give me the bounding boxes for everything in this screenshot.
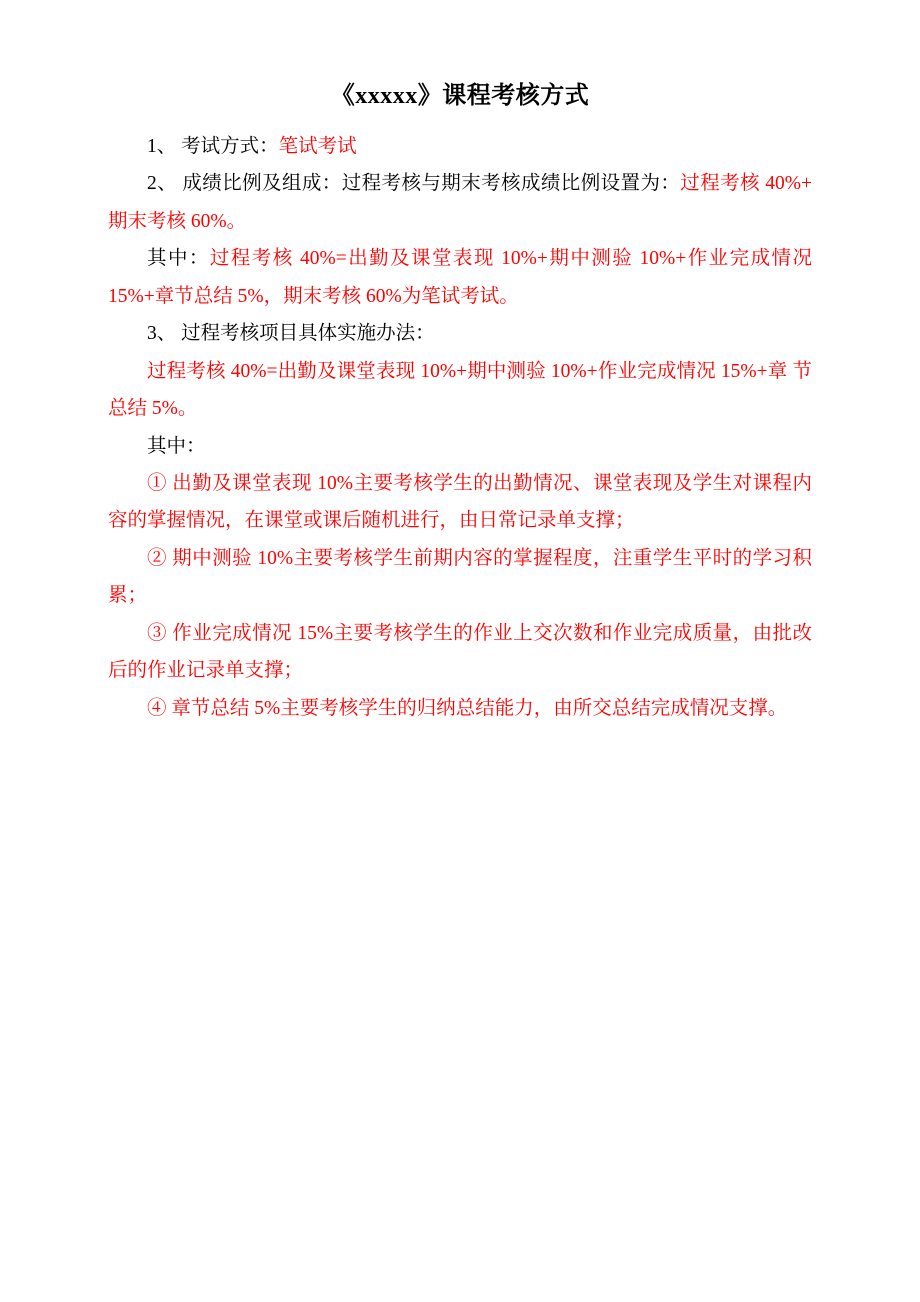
paragraph-item-2 [108, 165, 812, 240]
paragraph-sub-item-1-segment-1: ① 出勤及课堂表现 10%主要考核学生的出勤情况、课堂表现及学生对课程内 容的掌握情况，在课堂或课后随机进行，由日常记录单支撑； [108, 472, 812, 532]
paragraph-item-3-formula-segment-1: 过程考核 40%=出勤及课堂表现 10%+期中测验 10%+作业完成情况 15%+章 节总结 5%。 [108, 360, 812, 420]
paragraph-item-1-segment-2: 笔试考试 [278, 136, 357, 157]
paragraph-item-3 [108, 315, 812, 352]
paragraph-item-2-detail-segment-1: 其中： [147, 248, 210, 270]
paragraph-item-2-detail [108, 240, 812, 315]
paragraph-sub-item-3-segment-1: ③ 作业完成情况 15%主要考核学生的作业上交次数和作业完成质量，由批改 后的作业记录单支撑； [108, 622, 812, 682]
paragraph-sub-item-1 [108, 465, 812, 540]
paragraph-item-2-segment-1: 2、 成绩比例及组成：过程考核与期末考核成绩比例设置为： [147, 173, 681, 195]
paragraph-sub-item-2-segment-1: ② 期中测验 10%主要考核学生前期内容的掌握程度，注重学生平时的学习积 累； [108, 547, 812, 607]
paragraph-item-3-qizhong-segment-1: 其中： [147, 435, 206, 457]
paragraph-sub-item-4-segment-1: ④ 章节总结 5%主要考核学生的归纳总结能力，由所交总结完成情况支撑。 [147, 697, 788, 719]
paragraph-item-1-segment-1: 1、 考试方式： [147, 136, 279, 157]
paragraph-sub-item-3 [108, 615, 812, 690]
paragraph-item-3-segment-1: 3、 过程考核项目具体实施办法： [147, 323, 435, 345]
paragraph-item-1 [108, 128, 812, 165]
page-title: 《xxxxx》课程考核方式 [330, 83, 590, 109]
paragraph-sub-item-4 [108, 690, 812, 727]
paragraph-item-2-segment-2: 过程考核 40%+ 期末考核 60%。 [108, 173, 812, 232]
paragraph-item-3-qizhong [108, 428, 812, 465]
paragraph-item-2-detail-segment-2: 过程考核 40%=出勤及课堂表现 10%+期中测验 10%+作业完成情况 15%+章节总结 5%，期末考核 60%为笔试考试。 [108, 248, 812, 307]
paragraph-sub-item-2 [108, 540, 812, 615]
paragraph-item-3-formula [108, 353, 812, 428]
